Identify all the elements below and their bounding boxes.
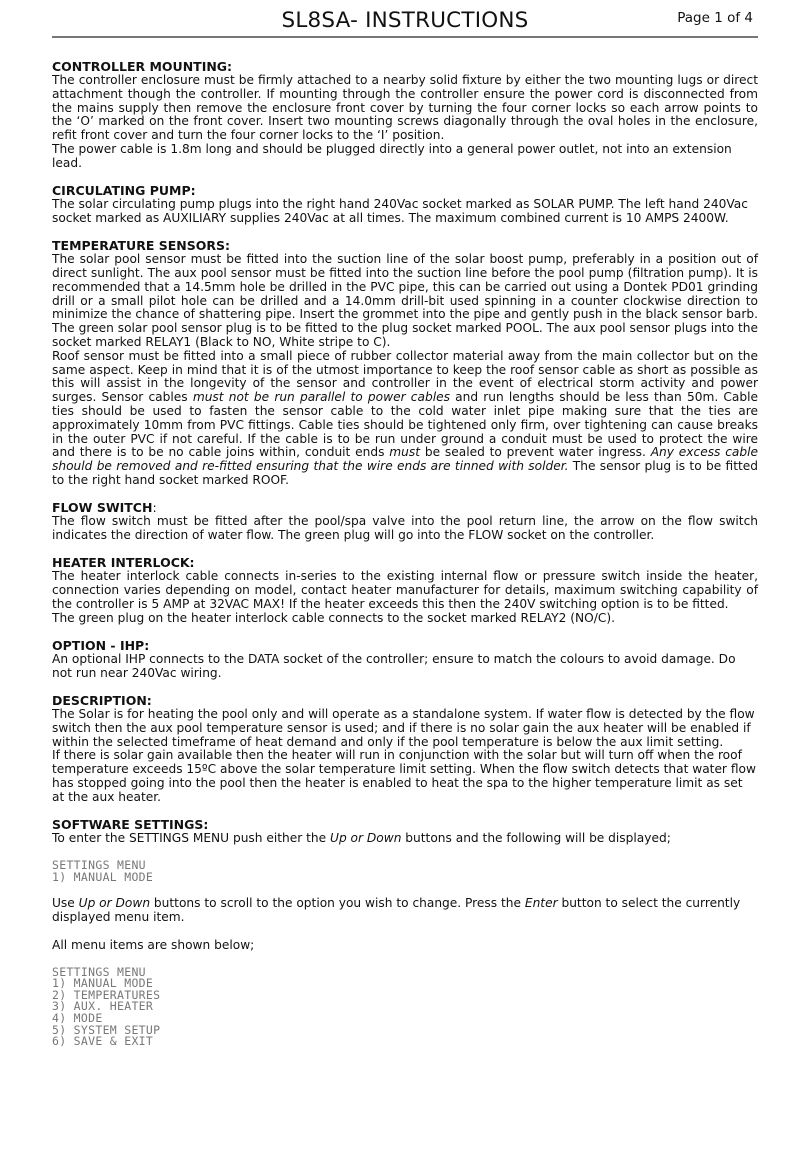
lcd-line: 2) TEMPERATURES: [52, 987, 161, 1002]
text-run: button to select the currently displayed menu item.: [52, 896, 741, 924]
section-description: [52, 694, 758, 805]
paragraph: The heater interlock cable connects in-series to the existing internal flow or pressure switch inside the heater, connection varies depending on model, contact heater manufacturer for details, maximum switching capability of the controller is 5 AMP at 32VAC MAX! If the heater exceeds this then the 240V switching option is to be fitted.: [52, 569, 758, 611]
section-controller-mounting: [52, 60, 758, 171]
text-run: be sealed to prevent water ingress.: [420, 445, 651, 460]
paragraph: The flow switch must be fitted after the pool/spa valve into the pool return line, the arrow on the flow switch indicates the direction of water flow. The green plug will go into the FLOW socket on the controller.: [52, 514, 758, 543]
lcd-line: 1) MANUAL MODE: [52, 976, 154, 991]
section-heading: [52, 501, 758, 515]
paragraph: The solar circulating pump plugs into the right hand 240Vac socket marked as SOLAR PUMP. The left hand 240Vac socket marked as AUXILIARY supplies 240Vac at all times. The maximum combined current is 10 AMPS 2400W.: [52, 197, 748, 225]
section-heading: TEMPERATURE SENSORS:: [52, 238, 230, 254]
italic-text: Up or Down: [330, 831, 402, 846]
page-header: [52, 6, 758, 38]
heading-text: FLOW SWITCH: [52, 500, 153, 516]
section-heading: CONTROLLER MOUNTING:: [52, 59, 233, 74]
section-heading: DESCRIPTION:: [52, 693, 152, 709]
text-run: buttons to scroll to the option you wish to change. Press the: [150, 896, 525, 911]
italic-text: Any excess cable should be removed and re-fitted ensuring that the wire ends are tinned with solder.: [52, 445, 759, 474]
paragraph: An optional IHP connects to the DATA socket of the controller; ensure to match the colours to avoid damage. Do not run near 240Vac wiring.: [52, 652, 736, 680]
text-run: buttons and the following will be displayed;: [401, 831, 671, 846]
lcd-line: SETTINGS MENU: [52, 857, 146, 872]
section-heading: CIRCULATING PUMP:: [52, 183, 196, 199]
paragraph: If there is solar gain available then the heater will run in conjunction with the solar but will turn off when the roof temperature exceeds 15ºC above the solar temperature limit setting. When the flow switch detects that water flow has stopped going into the pool then the heater is enabled to heat the spa to the higher temperature limit as set at the aux heater.: [52, 748, 756, 804]
paragraph: The Solar is for heating the pool only and will operate as a standalone system. If water flow is detected by the flow switch then the aux pool temperature sensor is used; and if there is no solar gain the aux heater will be enabled if within the selected timeframe of heat demand and only if the pool temperature is below the aux limit setting.: [52, 707, 755, 749]
section-software-settings: [52, 818, 758, 1048]
paragraph: The solar pool sensor must be fitted into the suction line of the solar boost pump, preferably in a position out of direct sunlight. The aux pool sensor must be fitted into the suction line before the pool pump (filtration pump). It is recommended that a 14.5mm hole be drilled in the PVC pipe, this can be carried out using a Dontek PD01 grinding drill or a small pilot hole can be drilled and a 14.0mm drill-bit used spinning in a counter clockwise direction to minimize the chance of shattering pipe. Insert the grommet into the pipe and gently push in the black sensor barb. The green solar pool sensor plug is to be fitted to the plug socket marked POOL. The aux pool sensor plugs into the socket marked RELAY1 (Black to NO, White stripe to C).: [52, 252, 758, 349]
paragraph: [52, 350, 758, 488]
lcd-line: 5) SYSTEM SETUP: [52, 1022, 161, 1037]
section-temperature-sensors: [52, 239, 758, 488]
section-flow-switch: [52, 501, 758, 543]
section-heading: OPTION - IHP:: [52, 638, 150, 653]
italic-text: Enter: [524, 896, 558, 911]
paragraph: [52, 832, 758, 846]
lcd-display-menu: [52, 964, 758, 1049]
lcd-line: 1) MANUAL MODE: [52, 869, 154, 884]
page-number: Page 1 of 4: [677, 10, 753, 26]
paragraph: The controller enclosure must be firmly attached to a nearby solid fixture by either the two mounting lugs or direct attachment though the controller. If mounting through the controller ensure the power cord is disconnected from the mains supply then remove the enclosure front cover by turning the four corner locks so each arrow points to the ‘O’ marked on the front cover. Insert two mounting screws diagonally through the oval holes in the enclosure, refit front cover and turn the four corner locks to the ‘I’ position.: [52, 73, 758, 143]
paragraph: All menu items are shown below;: [52, 937, 255, 952]
section-heading: SOFTWARE SETTINGS:: [52, 817, 209, 833]
document-body: [52, 60, 758, 1061]
lcd-line: SETTINGS MENU: [52, 964, 146, 979]
lcd-line: 6) SAVE & EXIT: [52, 1034, 154, 1049]
heading-colon: :: [152, 500, 157, 516]
text-run: To enter the SETTINGS MENU push either the: [52, 831, 331, 846]
text-run: The sensor plug is to be fitted to the right hand socket marked ROOF.: [52, 459, 758, 487]
italic-text: must not be run parallel to power cables: [192, 390, 450, 405]
lcd-line: 4) MODE: [52, 1010, 103, 1025]
text-run: Use: [52, 896, 79, 911]
section-circulating-pump: [52, 184, 758, 226]
text-run: and run lengths should be less than 50m. Cable ties should be used to fasten the sensor cable to the cold water inlet pipe making sure that the ties are approximately 10mm from PVC fittings. Cable ties should be tightened only firm, over tightening can cause breaks in the outer PVC if not careful. If the cable is to be run under ground a conduit must be used to protect the wire and there is to be no cable joins within, conduit ends: [52, 390, 758, 460]
lcd-line: 3) AUX. HEATER: [52, 999, 154, 1014]
document-title: SL8SA- INSTRUCTIONS: [281, 8, 529, 33]
section-heater-interlock: [52, 556, 758, 625]
italic-text: Up or Down: [78, 896, 151, 911]
paragraph: The green plug on the heater interlock cable connects to the socket marked RELAY2 (NO/C).: [52, 610, 615, 625]
text-run: Roof sensor must be fitted into a small piece of rubber collector material away from the main collector but on the same aspect. Keep in mind that it is of the utmost importance to keep the roof sensor cable as short as possible as this will assist in the longevity of the sensor and controller in the event of electrical storm activity and power surges. Sensor cables: [52, 348, 758, 405]
lcd-display-initial: [52, 857, 758, 884]
italic-text: must: [389, 445, 421, 460]
paragraph: The power cable is 1.8m long and should be plugged directly into a general power outlet, not into an extension lead.: [52, 141, 732, 170]
paragraph: [52, 897, 758, 925]
section-option-ihp: [52, 639, 758, 681]
section-heading: HEATER INTERLOCK:: [52, 555, 195, 571]
